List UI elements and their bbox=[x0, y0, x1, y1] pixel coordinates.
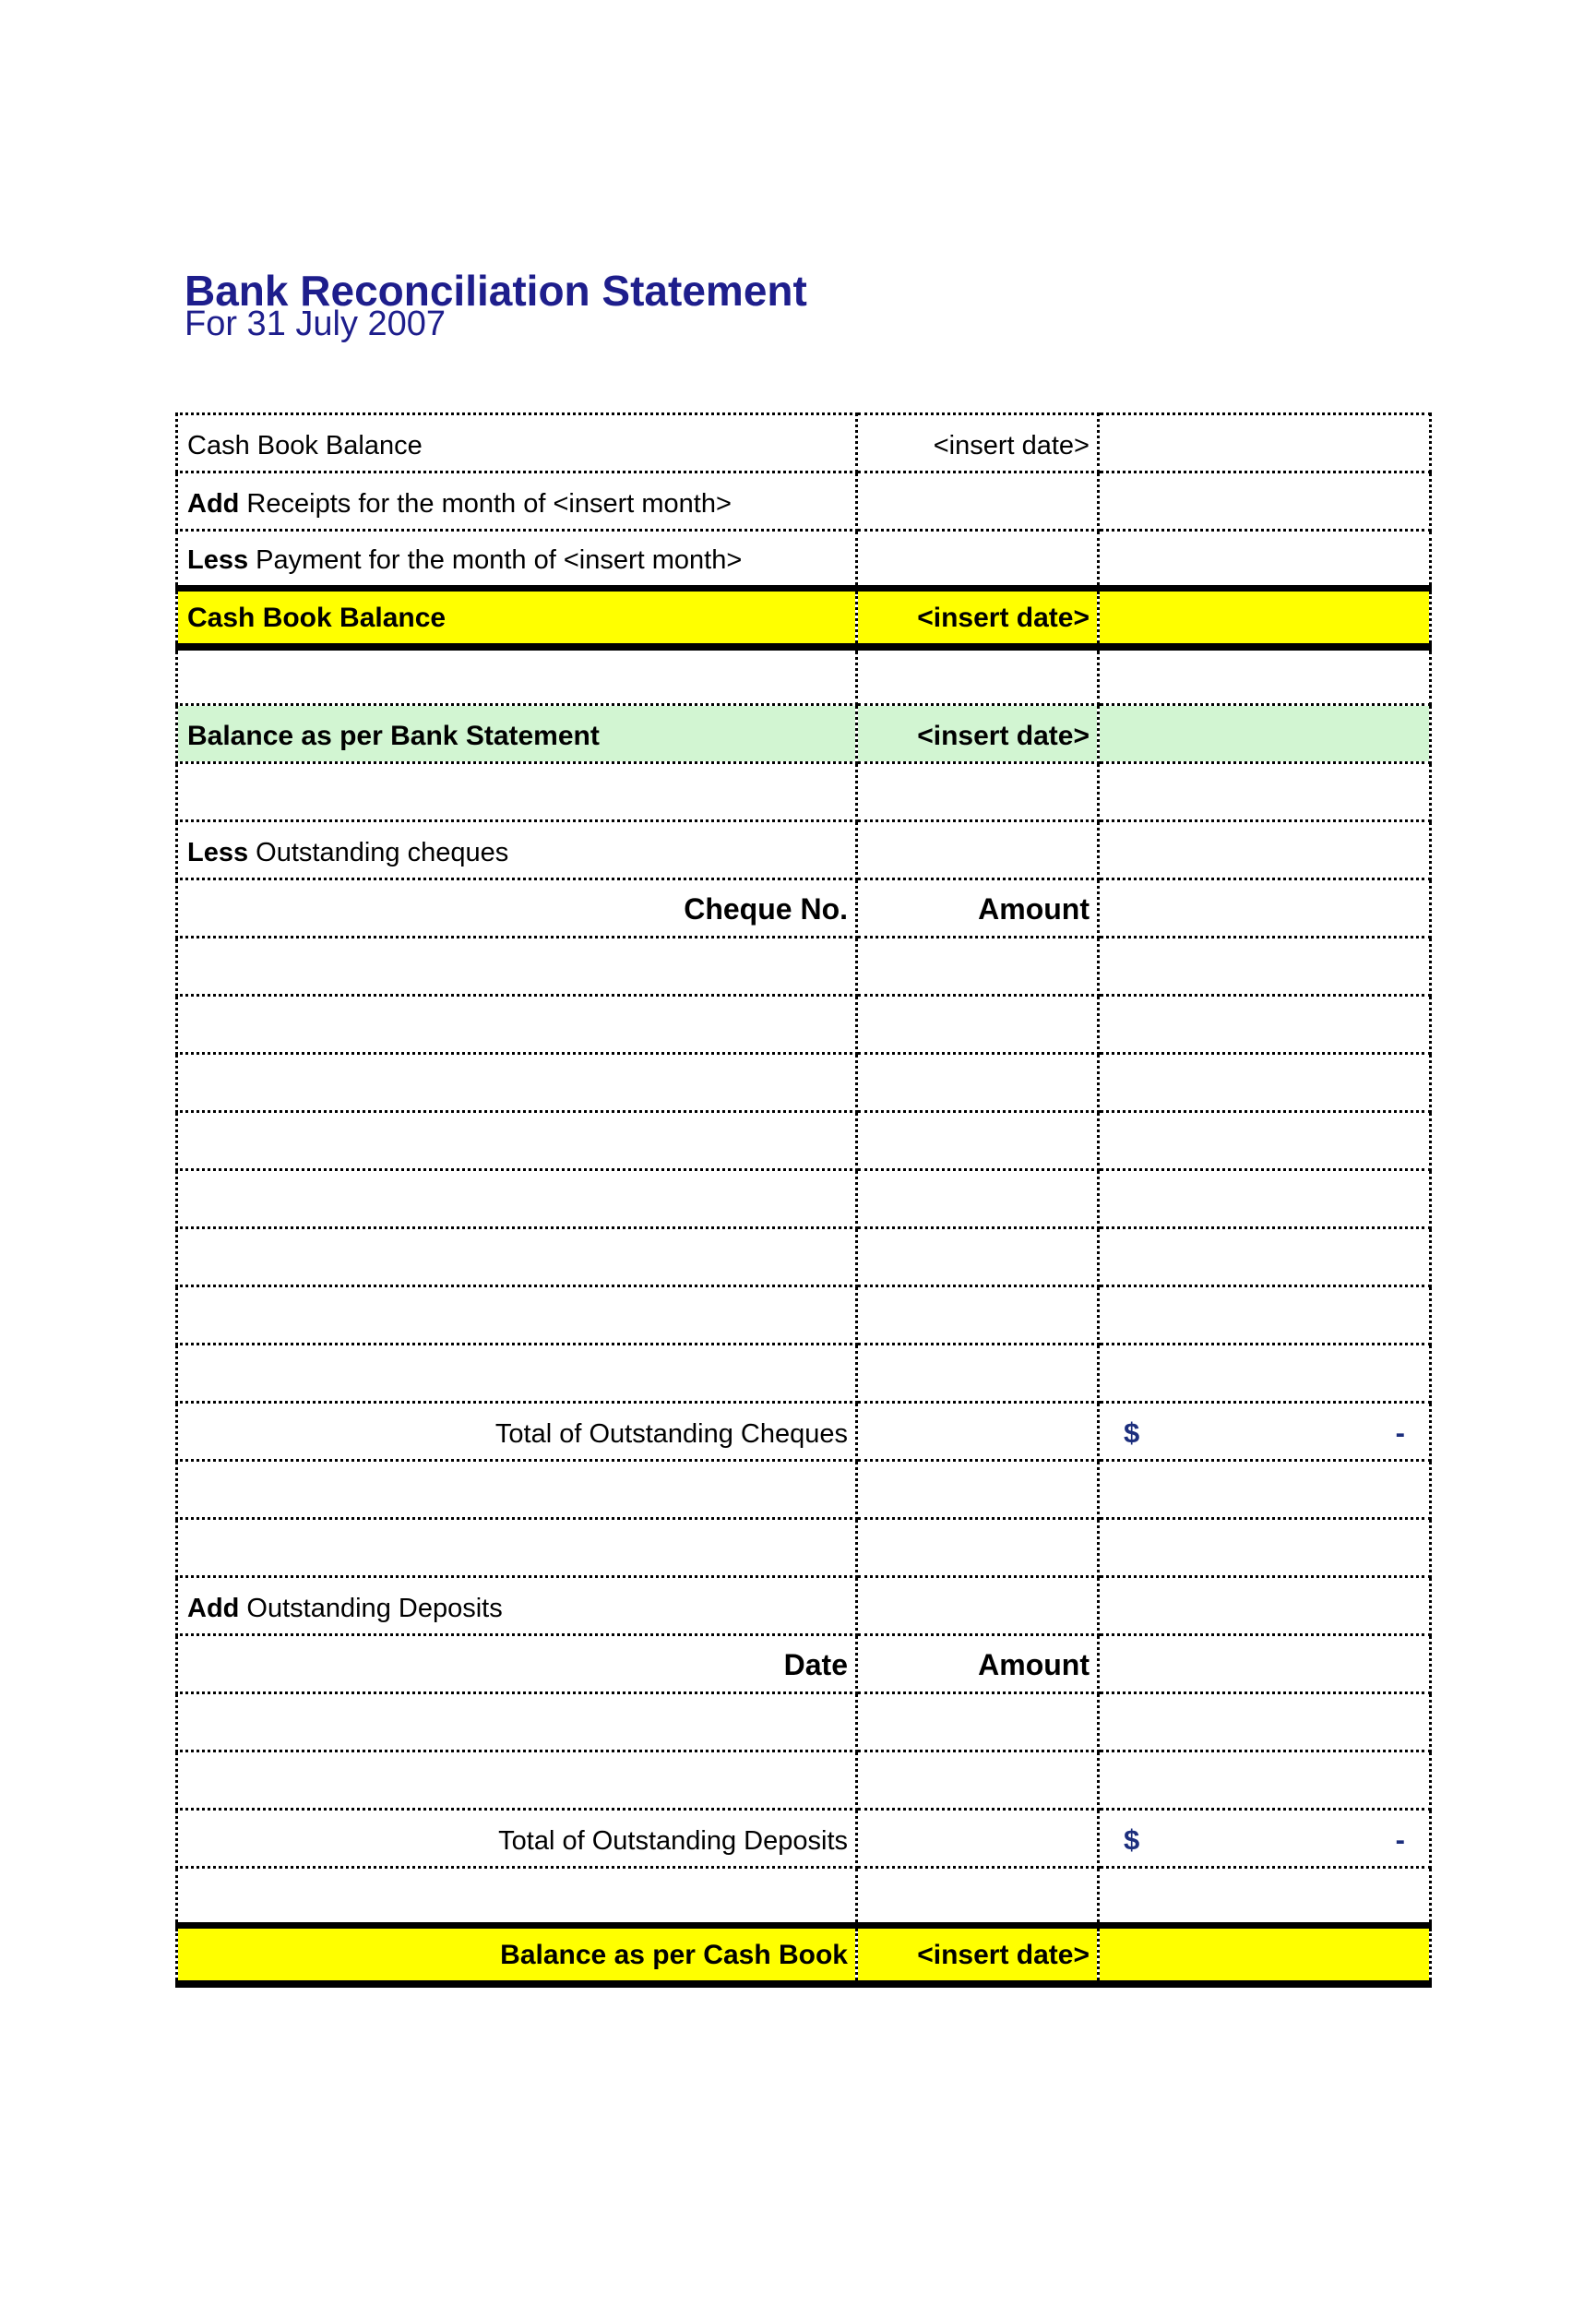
row-balance-per-bank-statement-date-cell[interactable] bbox=[857, 705, 1099, 763]
row-less-outstanding-cheques bbox=[177, 821, 1431, 879]
row-spacer-4-amount-cell[interactable] bbox=[1099, 1519, 1431, 1577]
cell-text: Outstanding Deposits bbox=[239, 1594, 503, 1623]
row-add-receipts bbox=[177, 472, 1431, 531]
row-cheque-entry-7 bbox=[177, 1286, 1431, 1345]
row-cash-book-balance-open-description-cell bbox=[177, 414, 857, 472]
row-cheque-entry-3-amount-cell[interactable] bbox=[1099, 1054, 1431, 1112]
row-add-receipts-amount-cell[interactable] bbox=[1099, 472, 1431, 531]
row-spacer-5-description-cell[interactable] bbox=[177, 1868, 857, 1926]
row-cheque-entry-6-date-cell[interactable] bbox=[857, 1228, 1099, 1286]
cell-text: Cash Book Balance bbox=[187, 602, 447, 633]
row-balance-per-cash-book-date-cell[interactable] bbox=[857, 1926, 1099, 1984]
row-deposit-entry-1 bbox=[177, 1693, 1431, 1751]
row-deposits-header bbox=[177, 1635, 1431, 1693]
row-cheque-entry-4-description-cell[interactable] bbox=[177, 1112, 857, 1170]
row-cheque-entry-1 bbox=[177, 938, 1431, 996]
accounting-zero-value bbox=[1109, 1823, 1422, 1857]
currency-symbol: $ bbox=[1124, 1823, 1140, 1856]
row-cheque-entry-5-description-cell[interactable] bbox=[177, 1170, 857, 1228]
row-spacer-2-date-cell[interactable] bbox=[857, 763, 1099, 821]
row-deposit-entry-1-amount-cell[interactable] bbox=[1099, 1693, 1431, 1751]
row-deposit-entry-2-description-cell[interactable] bbox=[177, 1751, 857, 1810]
cell-text: Amount bbox=[978, 892, 1090, 926]
row-cheque-entry-3-description-cell[interactable] bbox=[177, 1054, 857, 1112]
row-cheque-entry-1-description-cell[interactable] bbox=[177, 938, 857, 996]
statement-date-subtitle: For 31 July 2007 bbox=[185, 305, 447, 343]
row-cheque-entry-5 bbox=[177, 1170, 1431, 1228]
cell-text: <insert date> bbox=[917, 1939, 1090, 1970]
cell-text: <insert date> bbox=[933, 431, 1090, 460]
row-cheque-entry-8-date-cell[interactable] bbox=[857, 1345, 1099, 1403]
row-less-outstanding-cheques-amount-cell[interactable] bbox=[1099, 821, 1431, 879]
zero-amount-dash: - bbox=[1395, 1823, 1405, 1856]
row-less-payments-amount-cell[interactable] bbox=[1099, 531, 1431, 589]
row-cheque-entry-2-amount-cell[interactable] bbox=[1099, 996, 1431, 1054]
row-less-outstanding-cheques-date-cell[interactable] bbox=[857, 821, 1099, 879]
row-spacer-4 bbox=[177, 1519, 1431, 1577]
row-less-payments-description-cell bbox=[177, 531, 857, 589]
row-less-payments-date-cell[interactable] bbox=[857, 531, 1099, 589]
table-body bbox=[177, 414, 1431, 1984]
row-deposits-header-amount-cell[interactable] bbox=[1099, 1635, 1431, 1693]
row-spacer-2-amount-cell[interactable] bbox=[1099, 763, 1431, 821]
row-cheque-entry-6 bbox=[177, 1228, 1431, 1286]
row-cash-book-balance-open bbox=[177, 414, 1431, 472]
row-balance-per-cash-book-description-cell bbox=[177, 1926, 857, 1984]
cell-text: Receipts for the month of <insert month> bbox=[239, 489, 732, 519]
row-cash-book-balance-open-date-cell[interactable] bbox=[857, 414, 1099, 472]
row-cheque-entry-6-description-cell[interactable] bbox=[177, 1228, 857, 1286]
row-cheque-entry-5-amount-cell[interactable] bbox=[1099, 1170, 1431, 1228]
row-cheque-entry-7-amount-cell[interactable] bbox=[1099, 1286, 1431, 1345]
cell-text: <insert date> bbox=[917, 721, 1090, 751]
cell-lead-text: Less bbox=[187, 838, 249, 867]
row-cheque-entry-3-date-cell[interactable] bbox=[857, 1054, 1099, 1112]
accounting-zero-value bbox=[1109, 1416, 1422, 1450]
row-balance-per-bank-statement bbox=[177, 705, 1431, 763]
cell-text: Total of Outstanding Deposits bbox=[498, 1826, 848, 1856]
row-deposit-entry-1-description-cell[interactable] bbox=[177, 1693, 857, 1751]
row-add-receipts-description-cell bbox=[177, 472, 857, 531]
row-deposits-header-date-cell bbox=[857, 1635, 1099, 1693]
row-deposit-entry-2 bbox=[177, 1751, 1431, 1810]
row-spacer-2-description-cell[interactable] bbox=[177, 763, 857, 821]
currency-symbol: $ bbox=[1124, 1416, 1140, 1449]
row-cheque-entry-4 bbox=[177, 1112, 1431, 1170]
row-cash-book-balance-total-amount-cell[interactable] bbox=[1099, 589, 1431, 647]
row-spacer-3-description-cell[interactable] bbox=[177, 1461, 857, 1519]
cell-text: Outstanding cheques bbox=[248, 838, 509, 867]
row-balance-per-bank-statement-amount-cell[interactable] bbox=[1099, 705, 1431, 763]
row-total-outstanding-cheques-date-cell[interactable] bbox=[857, 1403, 1099, 1461]
row-add-outstanding-deposits-date-cell[interactable] bbox=[857, 1577, 1099, 1635]
cell-text: Balance as per Cash Book bbox=[500, 1939, 848, 1970]
row-spacer-1-amount-cell[interactable] bbox=[1099, 647, 1431, 705]
row-spacer-1 bbox=[177, 647, 1431, 705]
row-cheque-entry-2 bbox=[177, 996, 1431, 1054]
row-cheques-header bbox=[177, 879, 1431, 938]
row-cheque-entry-8-amount-cell[interactable] bbox=[1099, 1345, 1431, 1403]
row-total-outstanding-cheques-description-cell bbox=[177, 1403, 857, 1461]
row-deposit-entry-1-date-cell[interactable] bbox=[857, 1693, 1099, 1751]
row-deposit-entry-2-amount-cell[interactable] bbox=[1099, 1751, 1431, 1810]
row-deposits-header-description-cell bbox=[177, 1635, 857, 1693]
row-cheques-header-date-cell bbox=[857, 879, 1099, 938]
row-total-outstanding-deposits bbox=[177, 1810, 1431, 1868]
cell-text: Cash Book Balance bbox=[187, 431, 423, 460]
row-spacer-3 bbox=[177, 1461, 1431, 1519]
row-cheque-entry-6-amount-cell[interactable] bbox=[1099, 1228, 1431, 1286]
row-total-outstanding-deposits-description-cell bbox=[177, 1810, 857, 1868]
row-add-receipts-date-cell[interactable] bbox=[857, 472, 1099, 531]
cell-text: Total of Outstanding Cheques bbox=[494, 1419, 848, 1449]
zero-amount-dash: - bbox=[1395, 1416, 1405, 1449]
row-total-outstanding-cheques bbox=[177, 1403, 1431, 1461]
row-total-outstanding-deposits-date-cell[interactable] bbox=[857, 1810, 1099, 1868]
row-cheque-entry-2-description-cell[interactable] bbox=[177, 996, 857, 1054]
row-cheques-header-description-cell bbox=[177, 879, 857, 938]
row-spacer-3-amount-cell[interactable] bbox=[1099, 1461, 1431, 1519]
page-title: Bank Reconciliation Statement bbox=[185, 266, 807, 315]
row-spacer-5-date-cell[interactable] bbox=[857, 1868, 1099, 1926]
cell-text: Cheque No. bbox=[684, 892, 848, 926]
row-spacer-5 bbox=[177, 1868, 1431, 1926]
row-cheque-entry-7-description-cell[interactable] bbox=[177, 1286, 857, 1345]
row-cheque-entry-2-date-cell[interactable] bbox=[857, 996, 1099, 1054]
row-spacer-1-date-cell[interactable] bbox=[857, 647, 1099, 705]
cell-lead-text: Add bbox=[187, 1594, 240, 1623]
cell-text: Amount bbox=[978, 1648, 1090, 1681]
row-balance-per-cash-book-amount-cell[interactable] bbox=[1099, 1926, 1431, 1984]
row-cash-book-balance-open-amount-cell[interactable] bbox=[1099, 414, 1431, 472]
reconciliation-table bbox=[175, 412, 1432, 1988]
row-total-outstanding-deposits-amount-cell[interactable] bbox=[1099, 1810, 1431, 1868]
row-cheque-entry-4-date-cell[interactable] bbox=[857, 1112, 1099, 1170]
row-spacer-2 bbox=[177, 763, 1431, 821]
row-spacer-5-amount-cell[interactable] bbox=[1099, 1868, 1431, 1926]
cell-text: <insert date> bbox=[917, 602, 1090, 633]
cell-lead-text: Add bbox=[187, 489, 240, 519]
cell-text: Payment for the month of <insert month> bbox=[248, 545, 743, 575]
cell-lead-text: Less bbox=[187, 545, 249, 575]
cell-text: Balance as per Bank Statement bbox=[187, 721, 600, 751]
row-cheque-entry-4-amount-cell[interactable] bbox=[1099, 1112, 1431, 1170]
row-cash-book-balance-total bbox=[177, 589, 1431, 647]
row-deposit-entry-2-date-cell[interactable] bbox=[857, 1751, 1099, 1810]
row-add-outstanding-deposits-amount-cell[interactable] bbox=[1099, 1577, 1431, 1635]
row-balance-per-cash-book bbox=[177, 1926, 1431, 1984]
row-less-outstanding-cheques-description-cell bbox=[177, 821, 857, 879]
row-add-outstanding-deposits bbox=[177, 1577, 1431, 1635]
row-cheque-entry-1-amount-cell[interactable] bbox=[1099, 938, 1431, 996]
row-add-outstanding-deposits-description-cell bbox=[177, 1577, 857, 1635]
row-spacer-4-date-cell[interactable] bbox=[857, 1519, 1099, 1577]
row-less-payments bbox=[177, 531, 1431, 589]
cell-text: Date bbox=[783, 1648, 848, 1681]
row-cheque-entry-8-description-cell[interactable] bbox=[177, 1345, 857, 1403]
row-cash-book-balance-total-date-cell[interactable] bbox=[857, 589, 1099, 647]
row-cheque-entry-8 bbox=[177, 1345, 1431, 1403]
row-cheque-entry-5-date-cell[interactable] bbox=[857, 1170, 1099, 1228]
row-spacer-3-date-cell[interactable] bbox=[857, 1461, 1099, 1519]
row-cheque-entry-3 bbox=[177, 1054, 1431, 1112]
row-cash-book-balance-total-description-cell bbox=[177, 589, 857, 647]
row-balance-per-bank-statement-description-cell bbox=[177, 705, 857, 763]
row-cheque-entry-1-date-cell[interactable] bbox=[857, 938, 1099, 996]
row-cheques-header-amount-cell[interactable] bbox=[1099, 879, 1431, 938]
row-spacer-1-description-cell[interactable] bbox=[177, 647, 857, 705]
row-total-outstanding-cheques-amount-cell[interactable] bbox=[1099, 1403, 1431, 1461]
row-cheque-entry-7-date-cell[interactable] bbox=[857, 1286, 1099, 1345]
row-spacer-4-description-cell[interactable] bbox=[177, 1519, 857, 1577]
